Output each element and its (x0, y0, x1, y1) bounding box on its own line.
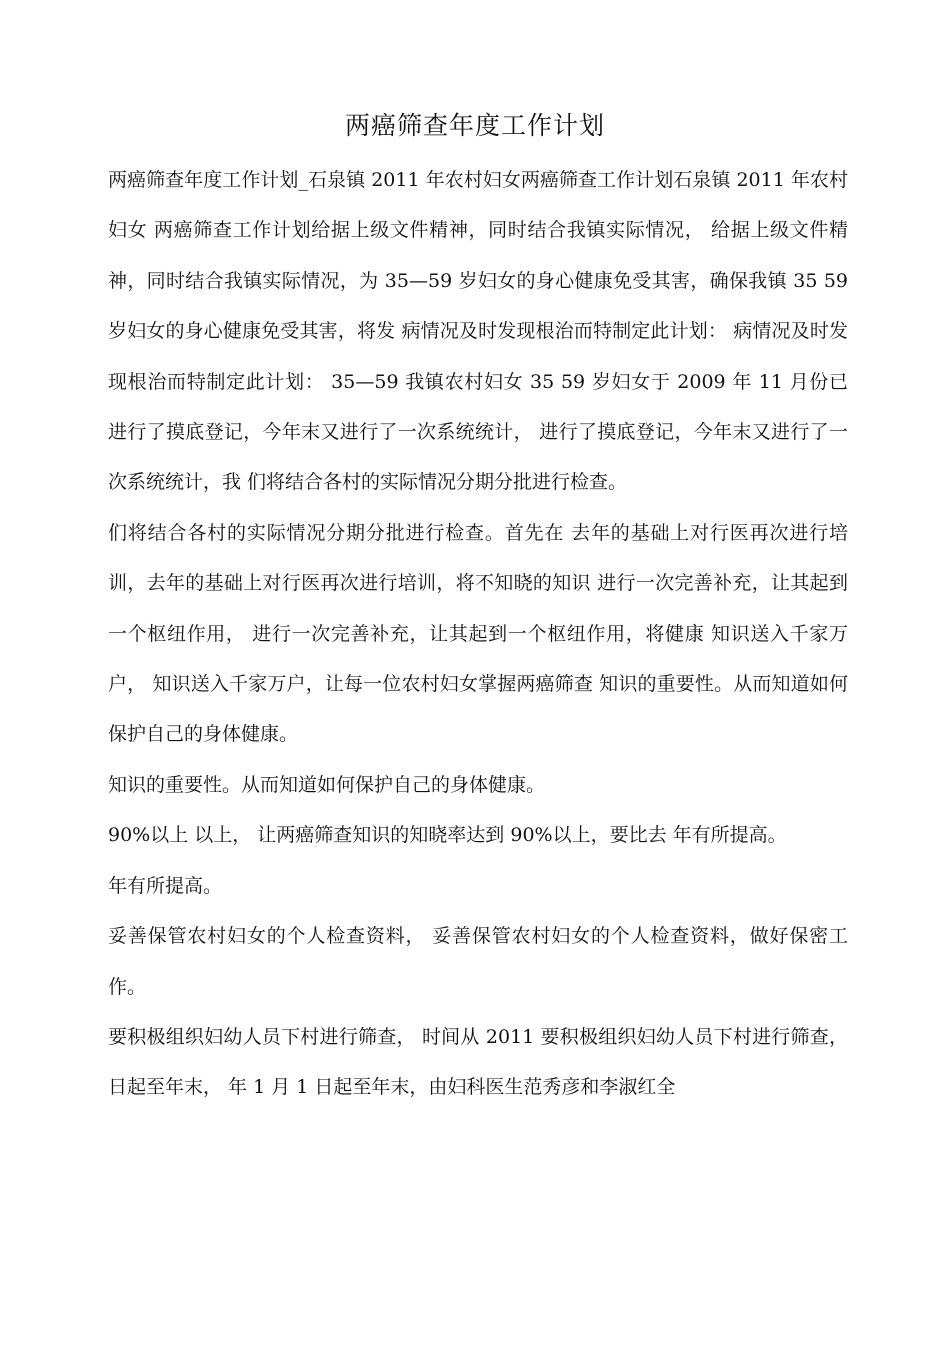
paragraph-7: 要积极组织妇幼人员下村进行筛查， 时间从 2011 要积极组织妇幼人员下村进行筛查， 日起至年末， 年 1 月 1 日起至年末，由妇科医生范秀彦和李淑红全 (108, 1025, 848, 1099)
paragraph-1: 两癌筛查年度工作计划_石泉镇 2011 年农村妇女两癌筛查工作计划石泉镇 2011 年农村妇女 两癌筛查工作计划给据上级文件精神，同时结合我镇实际情况， 给据上级文件精神，同时结合我镇实际情况，为 35—59 岁妇女的身心健康免受其害，确保我镇 35 59 岁妇女的身心健康免受其害，将发 病情况及时发现根治而特制定此计划： 病情况及时发现根治而特制定此计划： 35—59 我镇农村妇女 35 59 岁妇女于 2009 年 11 月份已 进行了摸底登记，今年末又进行了一次系统统计， 进行了摸底登记，今年末又进行了一次系统统计，我 们将结合各村的实际情况分期分批进行检查。 (108, 169, 848, 494)
paragraph-5: 年有所提高。 (108, 874, 223, 897)
document-body (108, 155, 848, 1113)
paragraph-4: 90%以上 以上， 让两癌筛查知识的知晓率达到 90%以上，要比去 年有所提高。 (108, 824, 787, 847)
paragraph-6: 妥善保管农村妇女的个人检查资料， 妥善保管农村妇女的个人检查资料，做好保密工 作。 (108, 925, 848, 998)
document-title: 两癌筛查年度工作计划 (344, 111, 605, 140)
paragraph-3: 知识的重要性。从而知道如何保护自己的身体健康。 (108, 773, 546, 796)
paragraph-2: 们将结合各村的实际情况分期分批进行检查。首先在 去年的基础上对行医再次进行培训，去年的基础上对行医再次进行培训，将不知晓的知识 进行一次完善补充，让其起到一个枢纽作用， 进行一次完善补充，让其起到一个枢纽作用，将健康 知识送入千家万户， 知识送入千家万户，让每一位农村妇女掌握两癌筛查 知识的重要性。从而知道如何保护自己的身体健康。 (108, 521, 848, 746)
